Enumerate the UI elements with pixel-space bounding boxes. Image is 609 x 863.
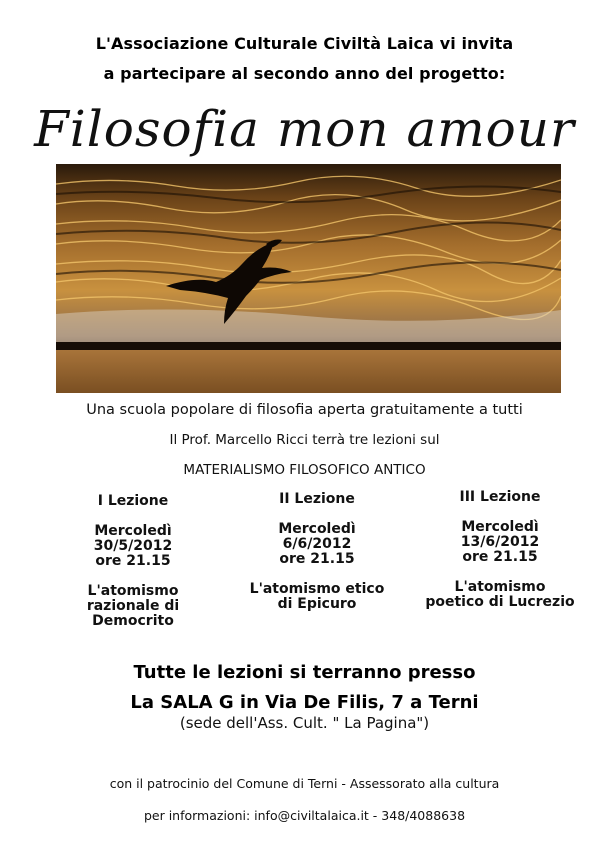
- lesson-title: L'atomismo etico di Epicuro: [249, 581, 385, 612]
- contact-info: per informazioni: info@civiltalaica.it - 348/4088638: [143, 808, 466, 823]
- event-title: Filosofia mon amour: [34, 100, 575, 158]
- venue-intro: Tutte le lezioni si terranno presso: [133, 662, 476, 683]
- lesson-1: [58, 494, 208, 629]
- intro-line-1: L'Associazione Culturale Civiltà Laica vi invita: [95, 34, 514, 53]
- lesson-3: [425, 490, 575, 610]
- lesson-2: [242, 492, 392, 612]
- lesson-day: Mercoledì: [461, 519, 539, 535]
- lesson-heading: I Lezione: [97, 493, 169, 509]
- lesson-title: L'atomismo poetico di Lucrezio: [425, 579, 575, 610]
- lesson-time: ore 21.15: [462, 549, 538, 565]
- lesson-heading: II Lezione: [279, 491, 355, 507]
- lesson-day: Mercoledì: [94, 523, 172, 539]
- lesson-title: L'atomismo razionale di Democrito: [86, 583, 180, 629]
- venue-note: (sede dell'Ass. Cult. " La Pagina"): [179, 714, 430, 732]
- lesson-date: 30/5/2012: [93, 538, 173, 554]
- lesson-date: 6/6/2012: [282, 536, 352, 552]
- venue-address: La SALA G in Via De Filis, 7 a Terni: [130, 692, 479, 713]
- patronage-line: con il patrocinio del Comune di Terni - Assessorato alla cultura: [109, 776, 500, 791]
- lesson-time: ore 21.15: [95, 553, 171, 569]
- seagull-photo: [56, 164, 561, 393]
- course-topic: MATERIALISMO FILOSOFICO ANTICO: [183, 462, 426, 478]
- lesson-date: 13/6/2012: [460, 534, 540, 550]
- intro-line-2: a partecipare al secondo anno del progetto:: [103, 64, 506, 83]
- lesson-day: Mercoledì: [278, 521, 356, 537]
- teacher-line: Il Prof. Marcello Ricci terrà tre lezioni sul: [169, 432, 440, 448]
- lesson-time: ore 21.15: [279, 551, 355, 567]
- subtitle: Una scuola popolare di filosofia aperta gratuitamente a tutti: [86, 402, 523, 418]
- lesson-heading: III Lezione: [459, 489, 541, 505]
